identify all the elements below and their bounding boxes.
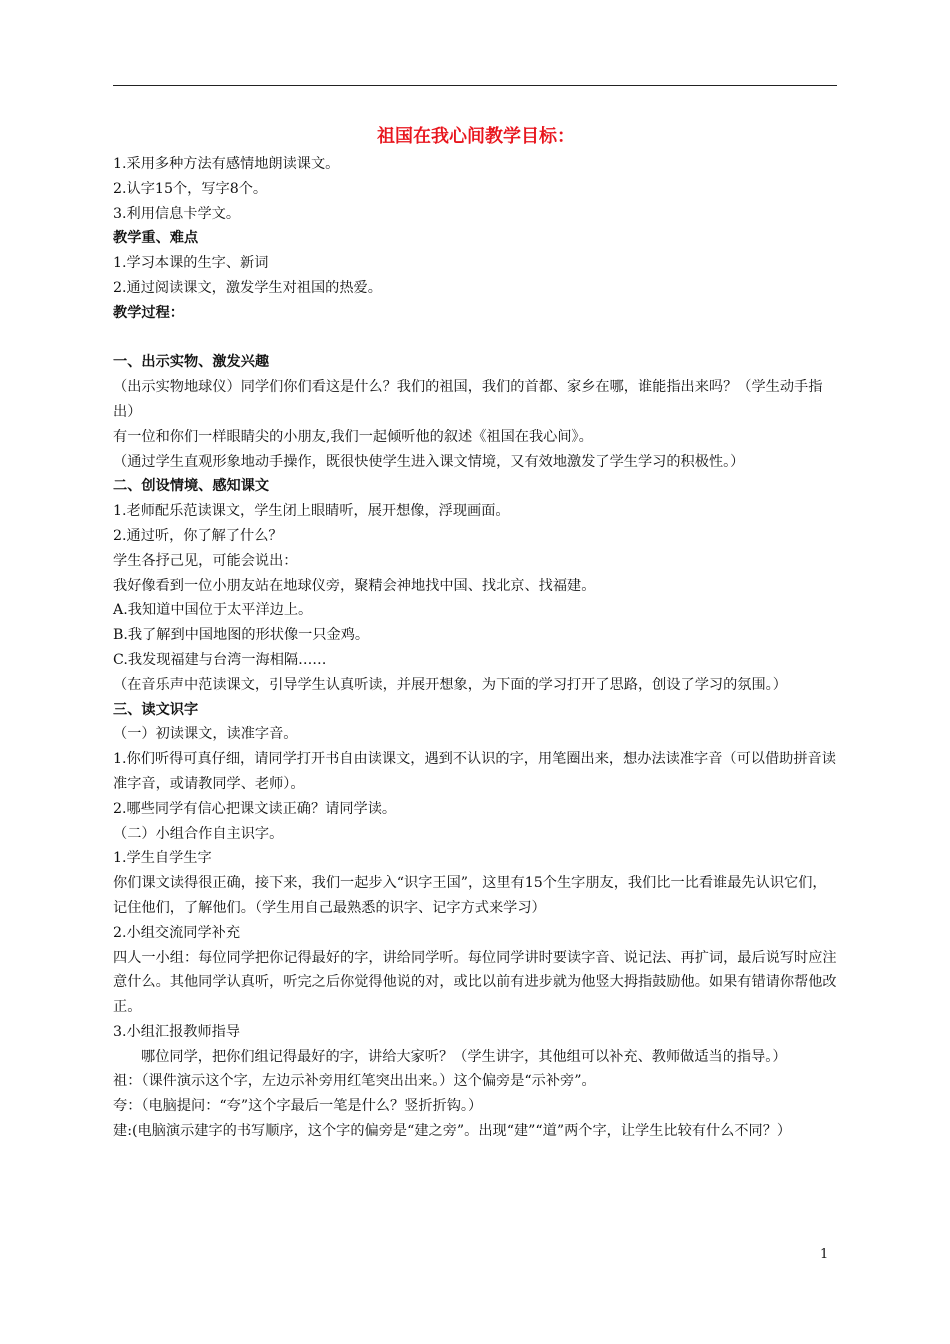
section2-heading: 二、创设情境、感知课文 (113, 478, 270, 495)
section1-line-2: 有一位和你们一样眼睛尖的小朋友,我们一起倾听他的叙述《祖国在我心间》。 (113, 428, 593, 445)
objective-1: 1.采用多种方法有感情地朗读课文。 (113, 156, 340, 172)
section3-line-7: 2.小组交流同学补充 (113, 924, 241, 941)
section3-indented-paragraph: 哪位同学，把你们组记得最好的字，讲给大家听？（学生讲字，其他组可以补充、教师做适当的指导。） (141, 1048, 787, 1065)
objective-2: 2.认字15个，写字8个。 (113, 180, 268, 197)
spacer (113, 326, 839, 351)
section3-line-1: （一）初读课文，读准字音。 (113, 726, 298, 743)
section3-line-6: 你们课文读得很正确，接下来，我们一起步入“识字王国”，这里有15个生字朋友，我们比一比看谁最先认识它们，记住他们，了解他们。（学生用自己最熟悉的识字、记字方式来学习） (113, 875, 827, 916)
section3-line-9: 3.小组汇报教师指导 (113, 1023, 241, 1040)
char-note-zu: 祖：（课件演示这个字，左边示补旁用红笔突出出来。）这个偏旁是“示补旁”。 (113, 1073, 596, 1090)
section2-line-6: B.我了解到中国地图的形状像一只金鸡。 (113, 627, 370, 644)
section2-line-8: （在音乐声中范读课文，引导学生认真听读，并展开想象，为下面的学习打开了思路，创设了学习的氛围。） (113, 676, 787, 693)
section1-line-1: （出示实物地球仪）同学们你们看这是什么？我们的祖国，我们的首都、家乡在哪，谁能指出来吗？（学生动手指出） (113, 379, 823, 420)
section1-line-3: （通过学生直观形象地动手操作，既很快使学生进入课文情境，又有效地激发了学生学习的积极性。） (113, 453, 745, 470)
char-note-kua: 夸：（电脑提问：“夸”这个字最后一笔是什么？竖折折钩。） (113, 1098, 483, 1115)
key-point-2: 2.通过阅读课文，激发学生对祖国的热爱。 (113, 279, 382, 296)
header-rule (113, 85, 837, 86)
document-body (113, 122, 839, 1144)
section3-heading: 三、读文识字 (113, 701, 199, 718)
section2-line-5: A.我知道中国位于太平洋边上。 (113, 602, 313, 619)
section2-line-4: 我好像看到一位小朋友站在地球仪旁，聚精会神地找中国、找北京、找福建。 (113, 577, 596, 594)
document-title: 祖国在我心间教学目标： (377, 126, 575, 147)
section2-line-3: 学生各抒己见，可能会说出： (113, 552, 298, 569)
section3-line-2: 1.你们听得可真仔细，请同学打开书自由读课文，遇到不认识的字，用笔圈出来，想办法读准字音（可以借助拼音读准字音，或请教同学、老师）。 (113, 751, 836, 792)
char-note-jian: 建:(电脑演示建字的书写顺序，这个字的偏旁是“建之旁”。出现“建”“道”两个字，让学生比较有什么不同？） (113, 1123, 792, 1140)
section3-line-4: （二）小组合作自主识字。 (113, 825, 284, 842)
section2-line-7: C.我发现福建与台湾一海相隔…… (113, 651, 327, 668)
section3-line-3: 2.哪些同学有信心把课文读正确？请同学读。 (113, 800, 397, 817)
section3-line-8: 四人一小组：每位同学把你记得最好的字，讲给同学听。每位同学讲时要读字音、说记法、再扩词，最后说写时应注意什么。其他同学认真听，听完之后你觉得他说的对，或比以前有进步就为他竖大拇指鼓励他。如果有错请你帮他改正。 (113, 949, 837, 1016)
section1-heading: 一、出示实物、激发兴趣 (113, 354, 270, 371)
key-point-1: 1.学习本课的生字、新词 (113, 255, 269, 272)
section2-line-1: 1.老师配乐范读课文，学生闭上眼睛听，展开想像，浮现画面。 (113, 503, 510, 520)
page-number: 1 (820, 1247, 829, 1262)
objective-3: 3.利用信息卡学文。 (113, 205, 241, 222)
section2-line-2: 2.通过听，你了解了什么？ (113, 527, 283, 544)
key-points-heading: 教学重、难点 (113, 230, 199, 247)
process-heading: 教学过程： (113, 304, 184, 321)
section3-line-5: 1.学生自学生字 (113, 850, 212, 867)
